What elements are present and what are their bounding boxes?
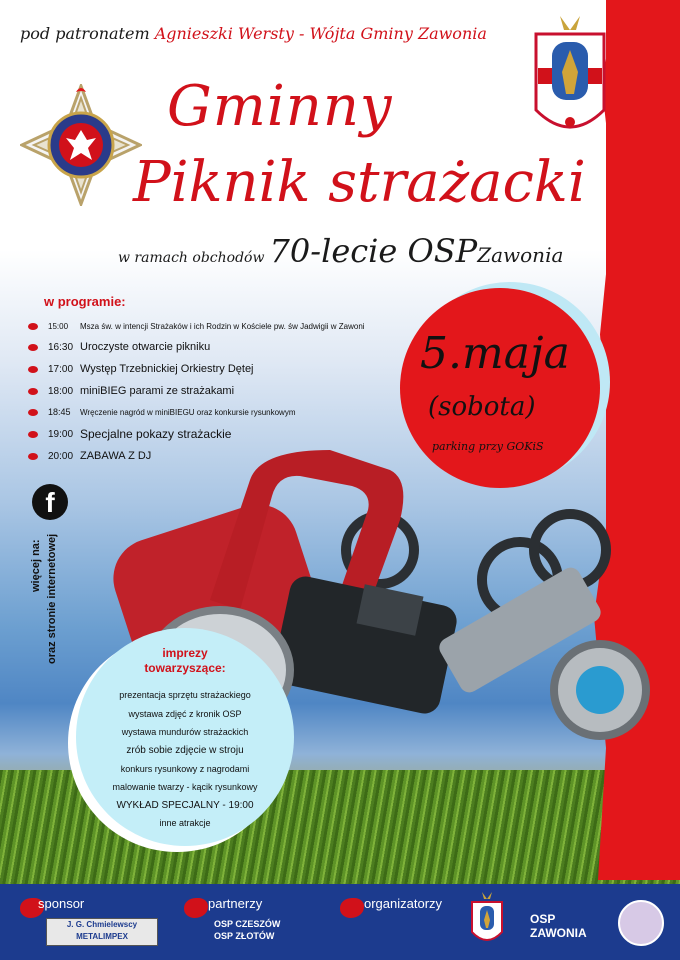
bullet-icon [28,388,38,395]
events-heading [120,646,250,676]
title-line2: Piknik strażacki [133,150,586,215]
zawonia-coat-of-arms-small [470,890,504,950]
website-label: oraz stronie internetowej [46,533,58,664]
bullet-icon [28,366,38,373]
title-line1: Gminny [167,74,393,139]
event-item: prezentacja sprzętu strażackiego [119,690,251,700]
event-item: konkurs rysunkowy z nagrodami [120,764,250,774]
program-time: 16:30 [48,341,74,353]
program-item [28,383,234,399]
program-time: 20:00 [48,450,74,462]
program-time: 19:00 [48,428,74,440]
bullet-icon [28,453,38,460]
program-time: 15:00 [48,321,69,331]
program-text: ZABAWA Z DJ [80,450,152,462]
fire-brigade-emblem [20,84,142,206]
sponsor-logo [46,918,158,946]
organizer-name-line1: OSP [530,912,556,926]
date-place: parking przy GOKiS [432,440,544,453]
partner-name: OSP ZŁOTÓW [214,931,275,941]
organizers-label: organizatorzy [364,896,443,911]
patronage-name: Agnieszki Wersty - Wójta Gminy Zawonia [154,24,487,43]
event-item: WYKŁAD SPECJALNY - 19:00 [116,800,254,811]
event-item: inne atrakcje [159,818,211,828]
bullet-icon [28,409,38,416]
program-item [28,361,254,377]
event-item: zrób sobie zdjęcie w stroju [126,745,244,756]
bullet-icon [28,323,38,330]
zawonia-coat-of-arms [530,12,610,148]
event-item: wystawa zdjęć z kronik OSP [128,709,242,719]
event-item: wystawa mundurów strażackich [121,727,249,737]
gokis-logo-icon [618,900,664,946]
program-time: 17:00 [48,363,74,375]
program-time: 18:00 [48,385,74,397]
subtitle [118,232,563,270]
patronage-prefix: pod patronatem [20,24,150,43]
program-item [28,318,365,334]
organizer-name-line2: ZAWONIA [530,926,587,940]
program-text: Wręczenie nagród w miniBIEGU oraz konkursie rysunkowym [80,407,296,417]
program-text: Specjalne pokazy strażackie [80,427,232,441]
partners-label: partnerzy [208,896,263,911]
partner-name: OSP CZESZÓW [214,919,281,929]
date-day: 5.maja [420,328,570,379]
subtitle-place: Zawonia [477,243,564,267]
program-item [28,339,210,355]
program-text: Uroczyste otwarcie pikniku [80,341,211,353]
program-time: 18:45 [48,407,71,417]
facebook-icon[interactable]: f [32,484,68,520]
program-heading: w programie: [44,294,126,309]
program-text: Występ Trzebnickiej Orkiestry Dętej [80,363,254,375]
sponsor-label: sponsor [38,896,85,911]
subtitle-prefix: w ramach obchodów [118,250,265,266]
program-item [28,404,295,420]
date-circle [400,288,600,488]
subtitle-main: 70-lecie OSP [269,232,478,270]
program-item [28,448,151,464]
bullet-icon [28,431,38,438]
patronage-line [20,24,487,43]
sponsor-name-line2: METALIMPEX [76,932,128,941]
program-text: Msza św. w intencji Strażaków i ich Rodzin w Kościele pw. św Jadwigii w Zawoni [80,321,365,331]
program-text: miniBIEG parami ze strażakami [80,385,235,397]
event-item: malowanie twarzy - kącik rysunkowy [112,782,258,792]
events-heading-line1: imprezy [162,646,208,660]
events-heading-line2: towarzyszące: [144,661,226,675]
sponsor-name-line1: J. G. Chmielewscy [66,920,138,929]
more-info-label: więcej na: [30,539,42,592]
bullet-icon [28,344,38,351]
program-item [28,426,231,442]
date-weekday: (sobota) [428,392,536,422]
